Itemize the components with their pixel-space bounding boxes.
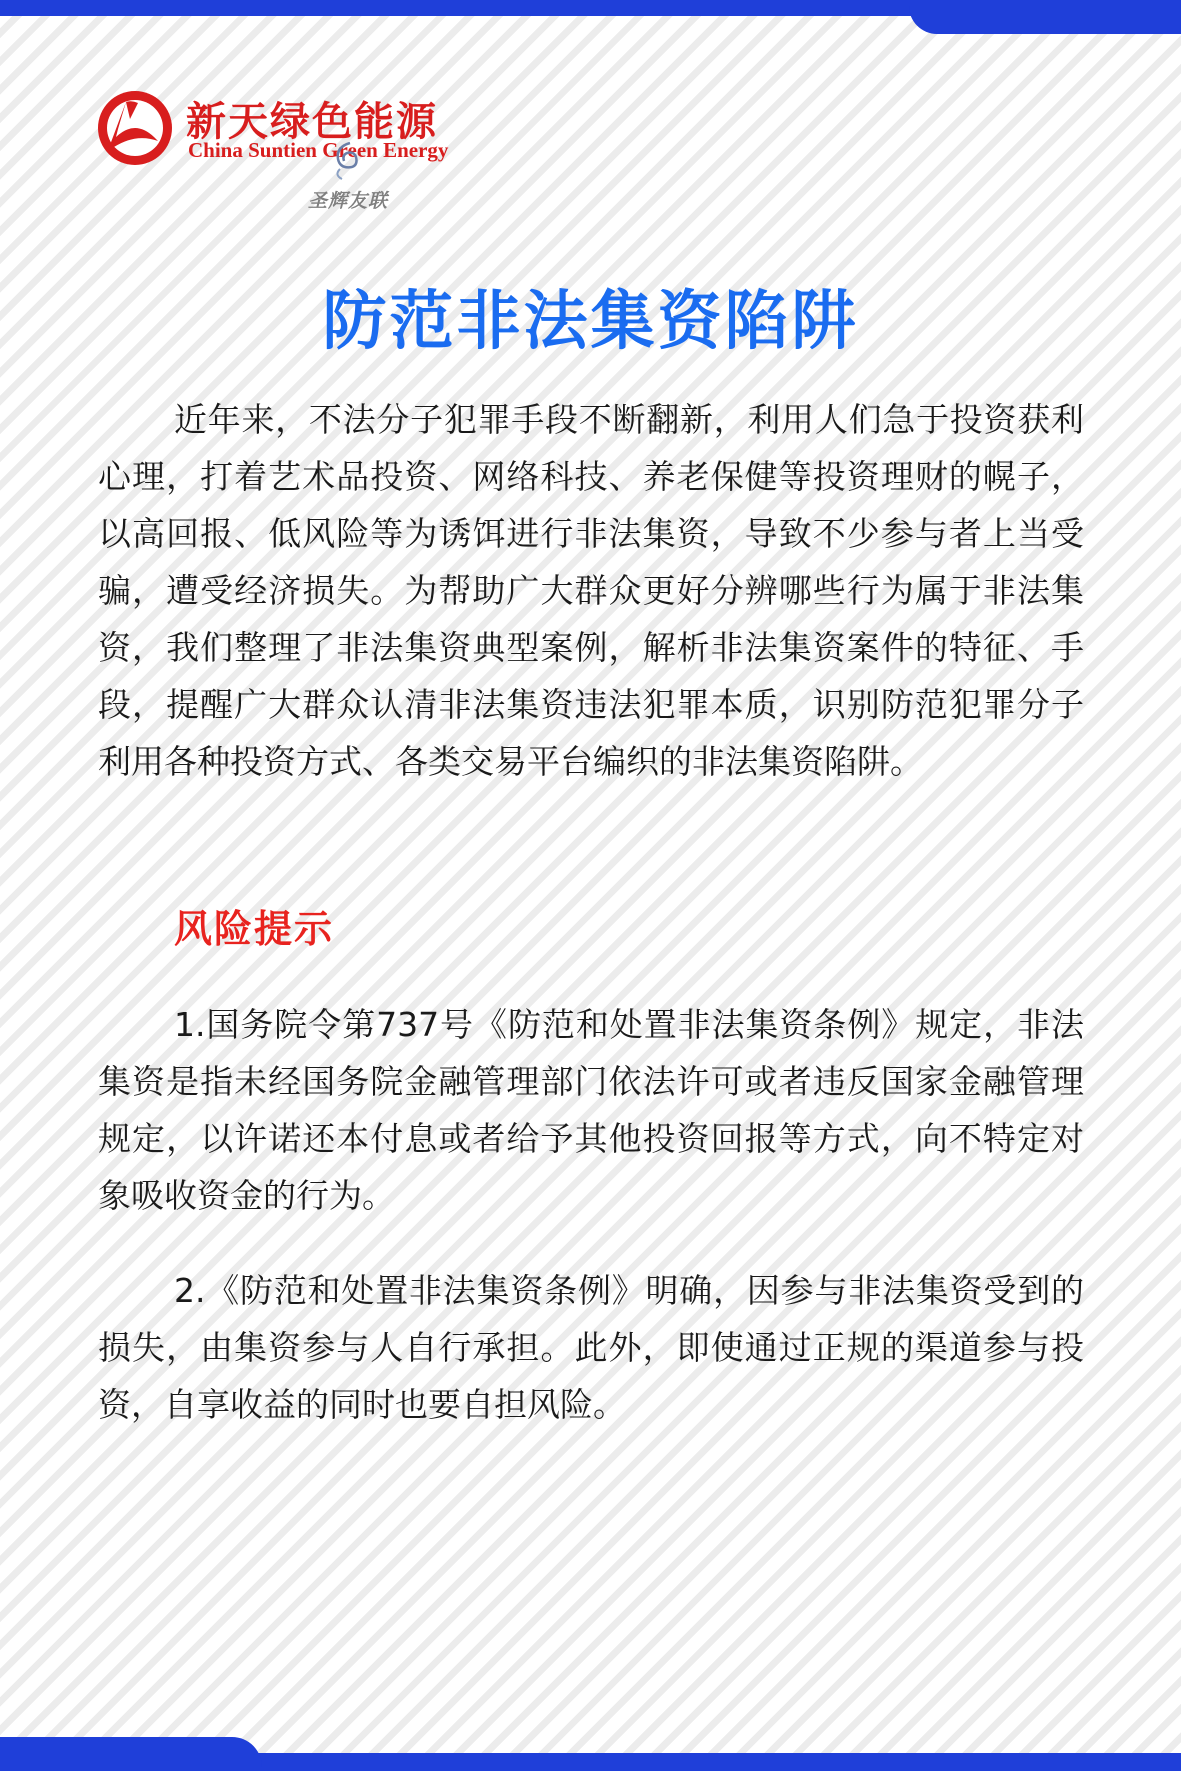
intro-paragraph: 近年来，不法分子犯罪手段不断翻新，利用人们急于投资获利心理，打着艺术品投资、网络科技、养老保健等投资理财的幌子，以高回报、低风险等为诱饵进行非法集资，导致不少参与者上当受骗，遭受经济损失。为帮助广大群众更好分辨哪些行为属于非法集资，我们整理了非法集资典型案例，解析非法集资案件的特征、手段，提醒广大群众认清非法集资违法犯罪本质，识别防范犯罪分子利用各种投资方式、各类交易平台编织的非法集资陷阱。 — [98, 400, 1084, 781]
page-title: 防范非法集资陷阱 — [322, 285, 859, 359]
risk-point-2: 2.《防范和处置非法集资条例》明确，因参与非法集资受到的损失，由集资参与人自行承担。此外，即使通过正规的渠道参与投资，自享收益的同时也要自担风险。 — [98, 1271, 1084, 1424]
top-frame-tab — [909, 0, 1181, 34]
bottom-frame-tab — [0, 1737, 262, 1771]
company-name-en: China Suntien Green Energy — [188, 138, 449, 162]
risk-heading: 风险提示 — [174, 907, 335, 951]
partner-name: 圣辉友联 — [308, 190, 389, 212]
partner-swirl-icon — [330, 139, 362, 181]
company-logo-icon — [96, 89, 174, 167]
risk-point-1: 1.国务院令第737号《防范和处置非法集资条例》规定，非法集资是指未经国务院金融管理部门依法许可或者违反国家金融管理规定，以许诺还本付息或者给予其他投资回报等方式，向不特定对象吸收资金的行为。 — [98, 1005, 1084, 1215]
company-name-cn: 新天绿色能源 — [186, 99, 438, 145]
